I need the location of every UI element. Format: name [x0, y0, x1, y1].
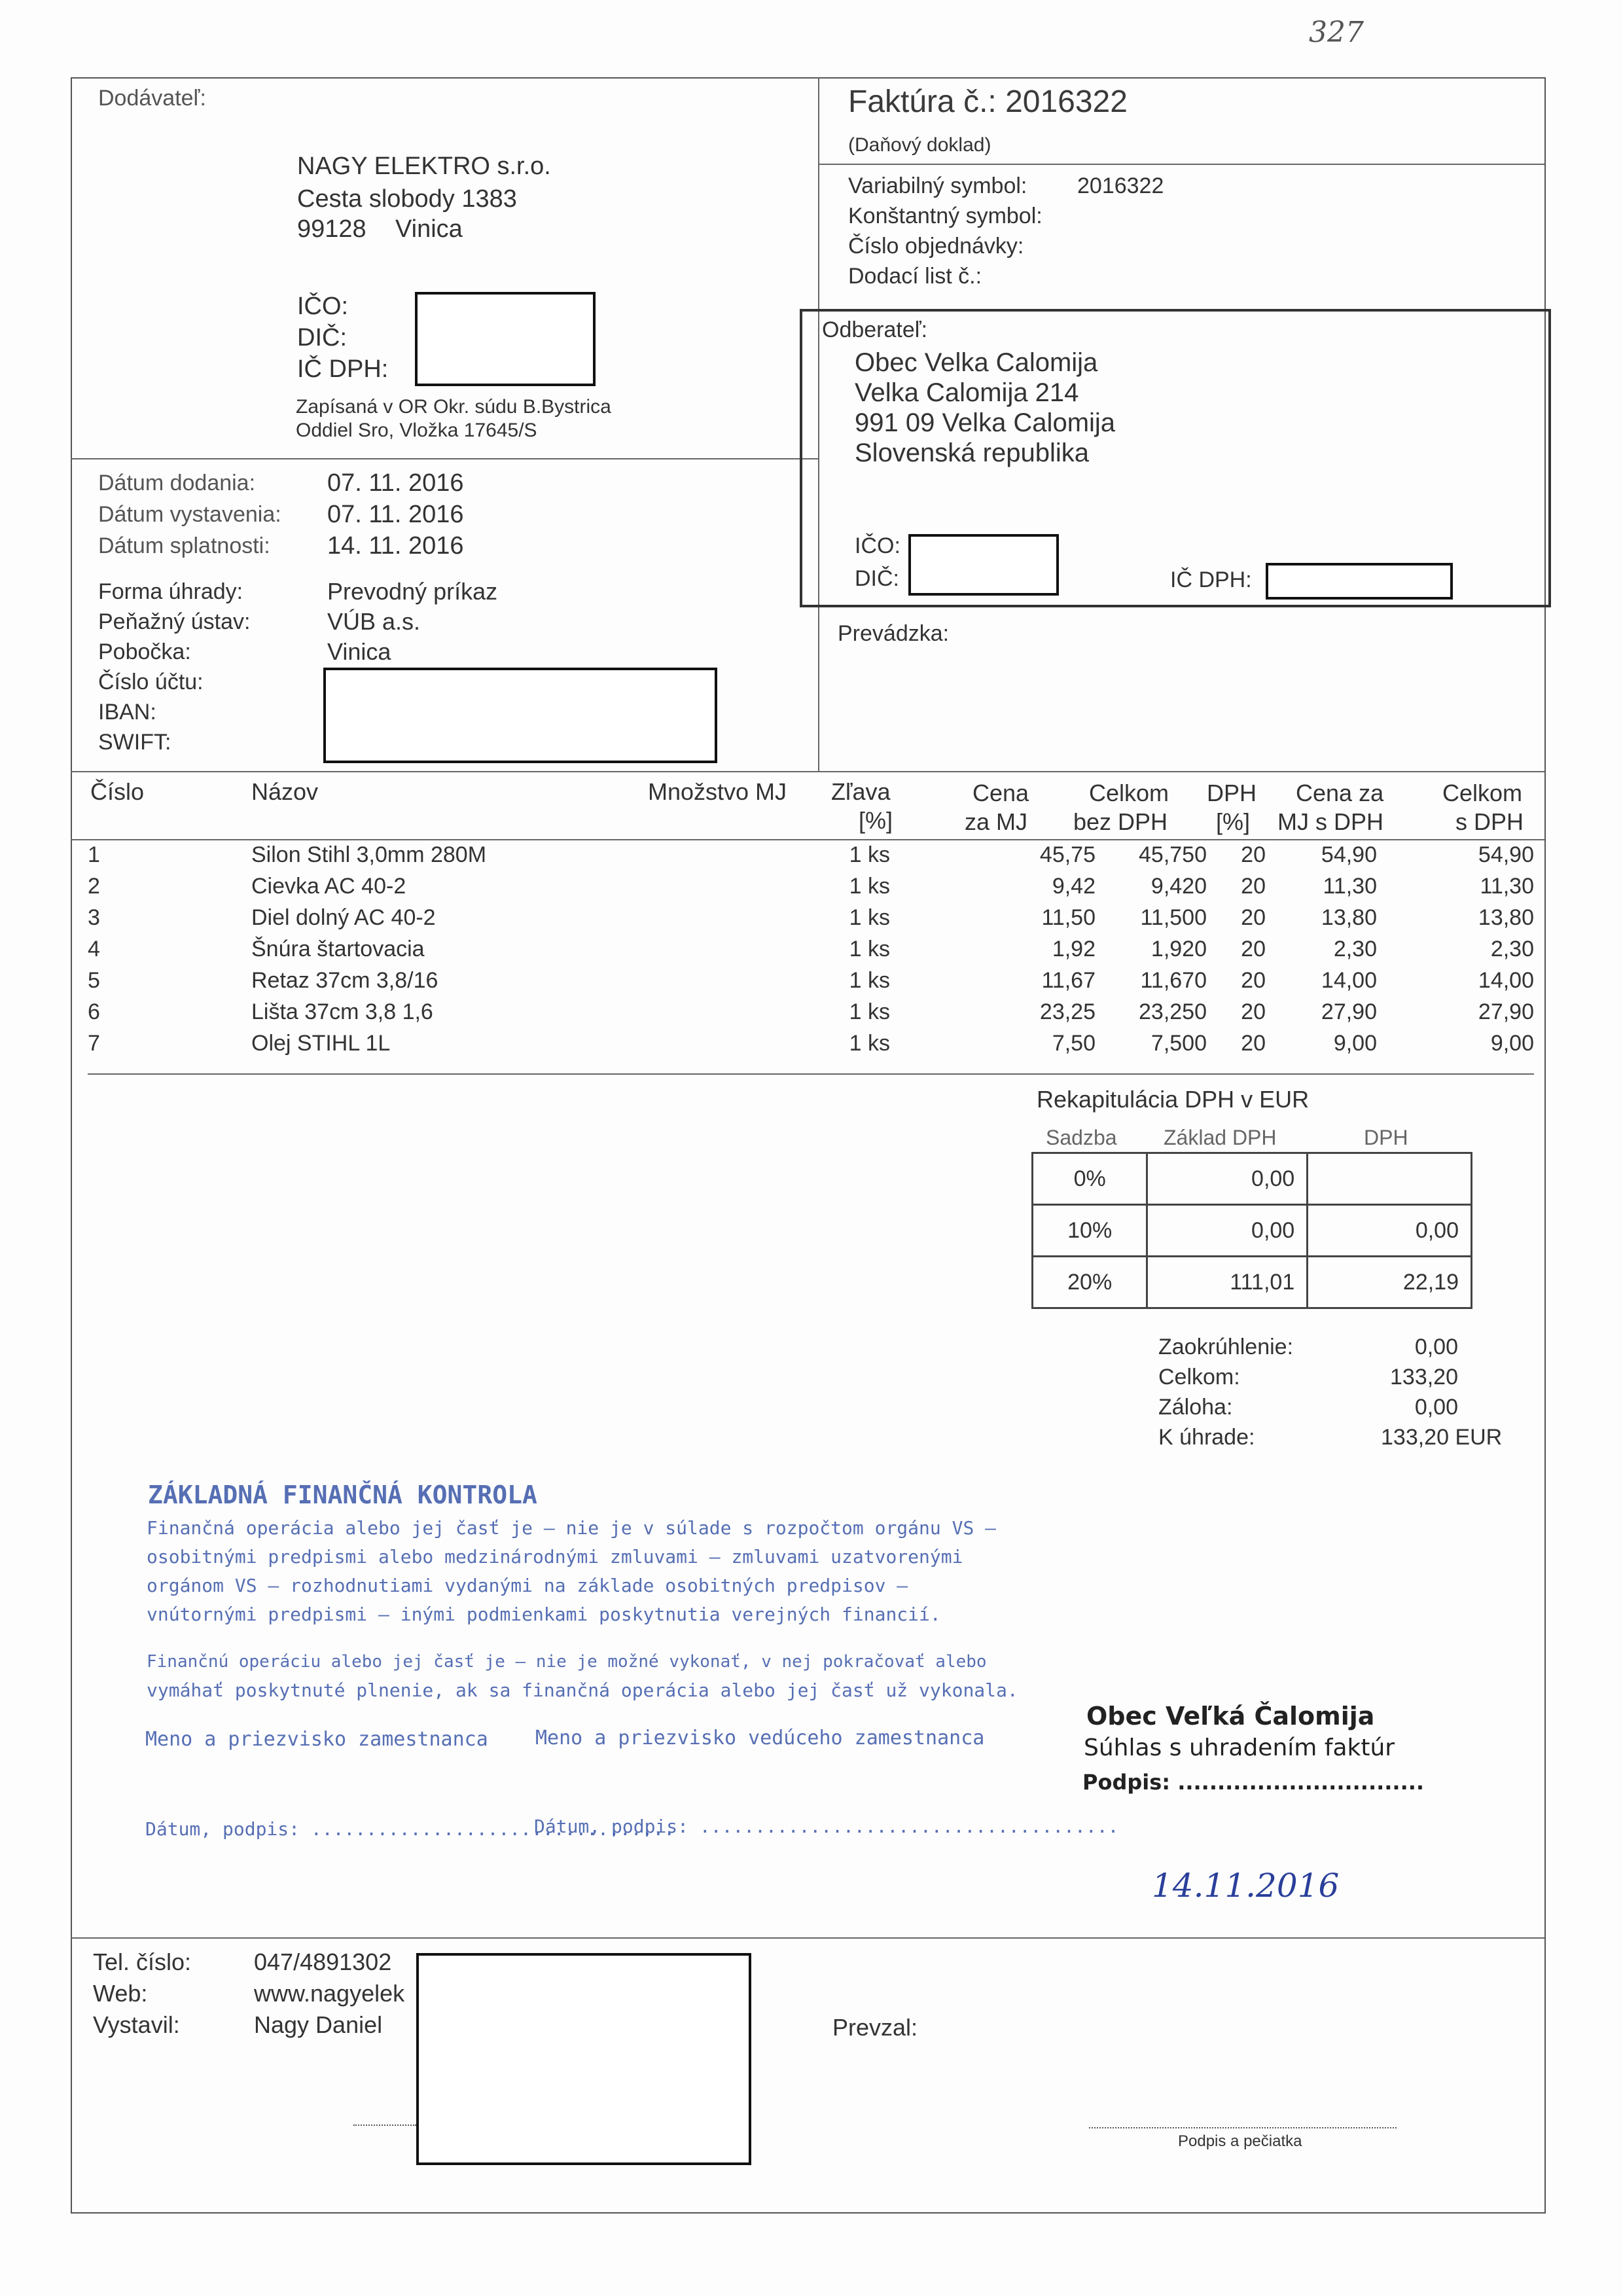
- control-date-sign-1: Dátum, podpis: .................................: [145, 1818, 675, 1840]
- invoice-title: Faktúra č.: 2016322: [848, 84, 1128, 119]
- web-label: Web:: [93, 1980, 148, 2007]
- item-quantity: 1 ks: [849, 968, 890, 993]
- supplier-street: Cesta slobody 1383: [297, 185, 517, 213]
- payment-method: Prevodný príkaz: [327, 578, 498, 605]
- due-date-label: Dátum splatnosti:: [98, 533, 270, 558]
- issued-by: Nagy Daniel: [254, 2011, 383, 2038]
- control-stamp-line-2: osobitnými predpismi alebo medzinárodnými zmluvami – zmluvami uzatvorenými: [147, 1546, 963, 1568]
- vat-amount: 22,19: [1308, 1257, 1472, 1308]
- item-total-excl: 11,670: [1140, 968, 1207, 993]
- payment-method-label: Forma úhrady:: [98, 579, 243, 604]
- col-unit-price-vat: Cena za: [1296, 780, 1384, 806]
- control-stamp-line-6: vymáhať poskytnuté plnenie, ak sa finančná operácia alebo jej časť už vykonala.: [147, 1679, 1018, 1701]
- swift-label: SWIFT:: [98, 730, 171, 755]
- item-total-excl: 11,500: [1140, 905, 1207, 930]
- item-unit-price-vat: 9,00: [1333, 1031, 1377, 1056]
- col-total-incl-2: s DPH: [1455, 808, 1524, 835]
- control-stamp-line-1: Finančná operácia alebo jej časť je – nie je v súlade s rozpočtom orgánu VS –: [147, 1517, 997, 1539]
- vat-rate: 10%: [1033, 1205, 1147, 1257]
- delivery-note-label: Dodací list č.:: [848, 264, 982, 289]
- customer-name: Obec Velka Calomija: [855, 348, 1098, 377]
- item-vat-rate: 20: [1241, 905, 1266, 930]
- col-unit-price-2: za MJ: [965, 808, 1028, 835]
- item-number: 6: [88, 999, 100, 1024]
- table-row: [88, 965, 1534, 996]
- control-stamp-line-4: vnútornými predpismi – inými podmienkami poskytnutia verejných financií.: [147, 1604, 941, 1625]
- web: www.nagyelek: [254, 1980, 405, 2007]
- supplier-registration-2: Oddiel Sro, Vložka 17645/S: [296, 420, 537, 441]
- item-quantity: 1 ks: [849, 999, 890, 1024]
- item-quantity: 1 ks: [849, 937, 890, 961]
- item-total-incl: 54,90: [1478, 842, 1534, 867]
- redacted-customer-icdph: [1266, 563, 1453, 600]
- item-number: 3: [88, 905, 100, 930]
- item-total-incl: 13,80: [1478, 905, 1534, 930]
- customer-label: Odberateľ:: [822, 317, 928, 342]
- account-label: Číslo účtu:: [98, 670, 204, 694]
- customer-country: Slovenská republika: [855, 439, 1089, 467]
- col-total-incl: Celkom: [1442, 780, 1523, 806]
- item-total-incl: 11,30: [1480, 874, 1534, 899]
- table-row: [88, 870, 1534, 902]
- vat-summary-title: Rekapitulácia DPH v EUR: [1037, 1086, 1310, 1113]
- vat-summary-row: [1033, 1153, 1472, 1205]
- item-unit-price: 45,75: [1039, 842, 1096, 867]
- vat-base: 111,01: [1147, 1257, 1308, 1308]
- item-unit-price: 9,42: [1052, 874, 1096, 899]
- col-discount: Zľava: [831, 778, 891, 805]
- vat-amount: 0,00: [1308, 1205, 1472, 1257]
- redacted-customer-ids: [908, 534, 1059, 596]
- constant-symbol-label: Konštantný symbol:: [848, 204, 1043, 228]
- item-number: 4: [88, 937, 100, 961]
- item-vat-rate: 20: [1241, 999, 1266, 1024]
- due-date: 14. 11. 2016: [327, 532, 464, 560]
- vat-rate: 0%: [1033, 1153, 1147, 1205]
- supplier-dic-label: DIČ:: [297, 324, 347, 351]
- vat-amount: [1308, 1153, 1472, 1205]
- supplier-name: NAGY ELEKTRO s.r.o.: [297, 152, 551, 180]
- variable-symbol: 2016322: [1077, 173, 1164, 198]
- issuer-signature-line: [353, 2125, 416, 2126]
- branch-label: Pobočka:: [98, 639, 191, 664]
- item-unit-price-vat: 13,80: [1321, 905, 1377, 930]
- supplier-registration-1: Zapísaná v OR Okr. súdu B.Bystrica: [296, 396, 611, 418]
- supplier-ico-label: IČO:: [297, 293, 349, 320]
- item-number: 2: [88, 874, 100, 899]
- item-unit-price: 23,25: [1039, 999, 1096, 1024]
- item-total-excl: 45,750: [1139, 842, 1207, 867]
- premises-label: Prevádzka:: [838, 621, 950, 646]
- item-name: Diel dolný AC 40-2: [251, 905, 436, 930]
- item-total-incl: 2,30: [1490, 937, 1534, 961]
- handwritten-date: 14.11.2016: [1152, 1867, 1340, 1905]
- approval-stamp-line-1: Obec Veľká Čalomija: [1086, 1702, 1375, 1731]
- control-employee-label: Meno a priezvisko zamestnanca: [145, 1728, 488, 1751]
- supplier-label: Dodávateľ:: [98, 86, 206, 111]
- col-total-excl-2: bez DPH: [1073, 808, 1168, 835]
- total-label: Celkom:: [1158, 1365, 1240, 1390]
- item-quantity: 1 ks: [849, 905, 890, 930]
- item-name: Šnúra štartovacia: [251, 937, 425, 961]
- item-total-excl: 23,250: [1139, 999, 1207, 1024]
- variable-symbol-label: Variabilný symbol:: [848, 173, 1027, 198]
- invoice-subtitle: (Daňový doklad): [848, 134, 991, 156]
- item-name: Lišta 37cm 3,8 1,6: [251, 999, 433, 1024]
- supplier-city: Vinica: [395, 215, 463, 243]
- table-row: [88, 996, 1534, 1028]
- phone: 047/4891302: [254, 1948, 392, 1975]
- item-name: Silon Stihl 3,0mm 280M: [251, 842, 487, 867]
- col-vat-2: [%]: [1216, 808, 1251, 835]
- supplier-divider: [71, 458, 818, 459]
- control-stamp-line-3: orgánom VS – rozhodnutiami vydanými na základe osobitných predpisov –: [147, 1575, 908, 1596]
- item-number: 5: [88, 968, 100, 993]
- item-vat-rate: 20: [1241, 1031, 1266, 1056]
- item-vat-rate: 20: [1241, 968, 1266, 993]
- item-total-incl: 9,00: [1490, 1031, 1534, 1056]
- vat-summary-table: [1031, 1152, 1472, 1309]
- item-total-excl: 7,500: [1150, 1031, 1207, 1056]
- control-date-sign-2: Dátum, podpis: ......................................: [534, 1816, 1119, 1837]
- customer-zip-city: 991 09 Velka Calomija: [855, 408, 1116, 437]
- item-name: Olej STIHL 1L: [251, 1031, 391, 1056]
- control-stamp-title: ZÁKLADNÁ FINANČNÁ KONTROLA: [148, 1480, 537, 1509]
- signature-label: Podpis a pečiatka: [1178, 2132, 1302, 2150]
- item-quantity: 1 ks: [849, 842, 890, 867]
- item-quantity: 1 ks: [849, 1031, 890, 1056]
- order-number-label: Číslo objednávky:: [848, 234, 1024, 259]
- table-row: [88, 933, 1534, 965]
- col-vat: DPH: [1207, 780, 1257, 806]
- redacted-footer: [416, 1953, 751, 2165]
- item-unit-price-vat: 54,90: [1321, 842, 1377, 867]
- advance-value: 0,00: [1414, 1395, 1458, 1420]
- col-unit-price: Cena: [972, 780, 1029, 806]
- col-quantity: Množstvo MJ: [648, 778, 787, 805]
- branch: Vinica: [327, 638, 391, 665]
- item-unit-price: 1,92: [1052, 937, 1096, 961]
- bank-label: Peňažný ústav:: [98, 609, 251, 634]
- col-name: Názov: [251, 778, 319, 805]
- vat-col-vat: DPH: [1364, 1126, 1408, 1149]
- item-vat-rate: 20: [1241, 937, 1266, 961]
- approval-stamp-line-3: Podpis: ...............................: [1082, 1770, 1425, 1795]
- footer-divider: [71, 1937, 1544, 1939]
- vat-summary-row: [1033, 1205, 1472, 1257]
- item-quantity: 1 ks: [849, 874, 890, 899]
- delivery-date-label: Dátum dodania:: [98, 471, 256, 495]
- approval-stamp-line-2: Súhlas s uhradením faktúr: [1084, 1734, 1395, 1761]
- item-vat-rate: 20: [1241, 874, 1266, 899]
- table-row: [88, 902, 1534, 933]
- customer-ico-label: IČO:: [855, 533, 901, 558]
- items-bottom-line: [88, 1073, 1534, 1075]
- item-total-excl: 1,920: [1150, 937, 1207, 961]
- table-row: [88, 839, 1534, 870]
- delivery-date: 07. 11. 2016: [327, 469, 464, 497]
- control-stamp-line-5: Finančnú operáciu alebo jej časť je – nie je možné vykonať, v nej pokračovať alebo: [147, 1652, 987, 1672]
- item-unit-price: 11,50: [1041, 905, 1096, 930]
- item-total-incl: 27,90: [1478, 999, 1534, 1024]
- col-total-excl: Celkom: [1089, 780, 1169, 806]
- issued-by-label: Vystavil:: [93, 2011, 180, 2038]
- issue-date: 07. 11. 2016: [327, 501, 464, 528]
- items-top-line: [71, 771, 1544, 772]
- item-name: Retaz 37cm 3,8/16: [251, 968, 438, 993]
- control-manager-label: Meno a priezvisko vedúceho zamestnanca: [535, 1727, 985, 1749]
- rounding-label: Zaokrúhlenie:: [1158, 1335, 1294, 1359]
- redacted-account: [323, 668, 717, 763]
- advance-label: Záloha:: [1158, 1395, 1233, 1420]
- received-label: Prevzal:: [832, 2014, 918, 2041]
- customer-icdph-label: IČ DPH:: [1170, 567, 1252, 592]
- page-number: 327: [1309, 16, 1364, 49]
- items-table: [88, 839, 1534, 1059]
- vat-base: 0,00: [1147, 1205, 1308, 1257]
- supplier-zip: 99128: [297, 215, 366, 243]
- customer-dic-label: DIČ:: [855, 566, 899, 591]
- to-pay-label: K úhrade:: [1158, 1425, 1255, 1450]
- item-unit-price-vat: 27,90: [1321, 999, 1377, 1024]
- item-unit-price-vat: 2,30: [1333, 937, 1377, 961]
- bank: VÚB a.s.: [327, 608, 421, 635]
- total-value: 133,20: [1390, 1365, 1458, 1390]
- customer-street: Velka Calomija 214: [855, 378, 1079, 407]
- col-unit-price-vat-2: MJ s DPH: [1277, 808, 1383, 835]
- item-unit-price: 7,50: [1052, 1031, 1096, 1056]
- issue-date-label: Dátum vystavenia:: [98, 502, 281, 527]
- redacted-supplier-ids: [415, 292, 596, 386]
- item-number: 7: [88, 1031, 100, 1056]
- item-number: 1: [88, 842, 100, 867]
- item-total-incl: 14,00: [1478, 968, 1534, 993]
- item-vat-rate: 20: [1241, 842, 1266, 867]
- vat-base: 0,00: [1147, 1153, 1308, 1205]
- vat-col-base: Základ DPH: [1164, 1126, 1277, 1149]
- table-row: [88, 1028, 1534, 1059]
- item-unit-price: 11,67: [1041, 968, 1096, 993]
- item-total-excl: 9,420: [1150, 874, 1207, 899]
- iban-label: IBAN:: [98, 700, 156, 725]
- to-pay-value: 133,20 EUR: [1381, 1425, 1503, 1450]
- title-divider: [818, 164, 1544, 165]
- vat-summary-row: [1033, 1257, 1472, 1308]
- vat-rate: 20%: [1033, 1257, 1147, 1308]
- col-discount-unit: [%]: [859, 807, 893, 834]
- item-unit-price-vat: 14,00: [1321, 968, 1377, 993]
- rounding-value: 0,00: [1414, 1335, 1458, 1359]
- col-number: Číslo: [90, 778, 145, 805]
- item-unit-price-vat: 11,30: [1323, 874, 1377, 899]
- supplier-icdph-label: IČ DPH:: [297, 355, 389, 383]
- phone-label: Tel. číslo:: [93, 1948, 192, 1975]
- item-name: Cievka AC 40-2: [251, 874, 406, 899]
- vat-col-rate: Sadzba: [1046, 1126, 1117, 1149]
